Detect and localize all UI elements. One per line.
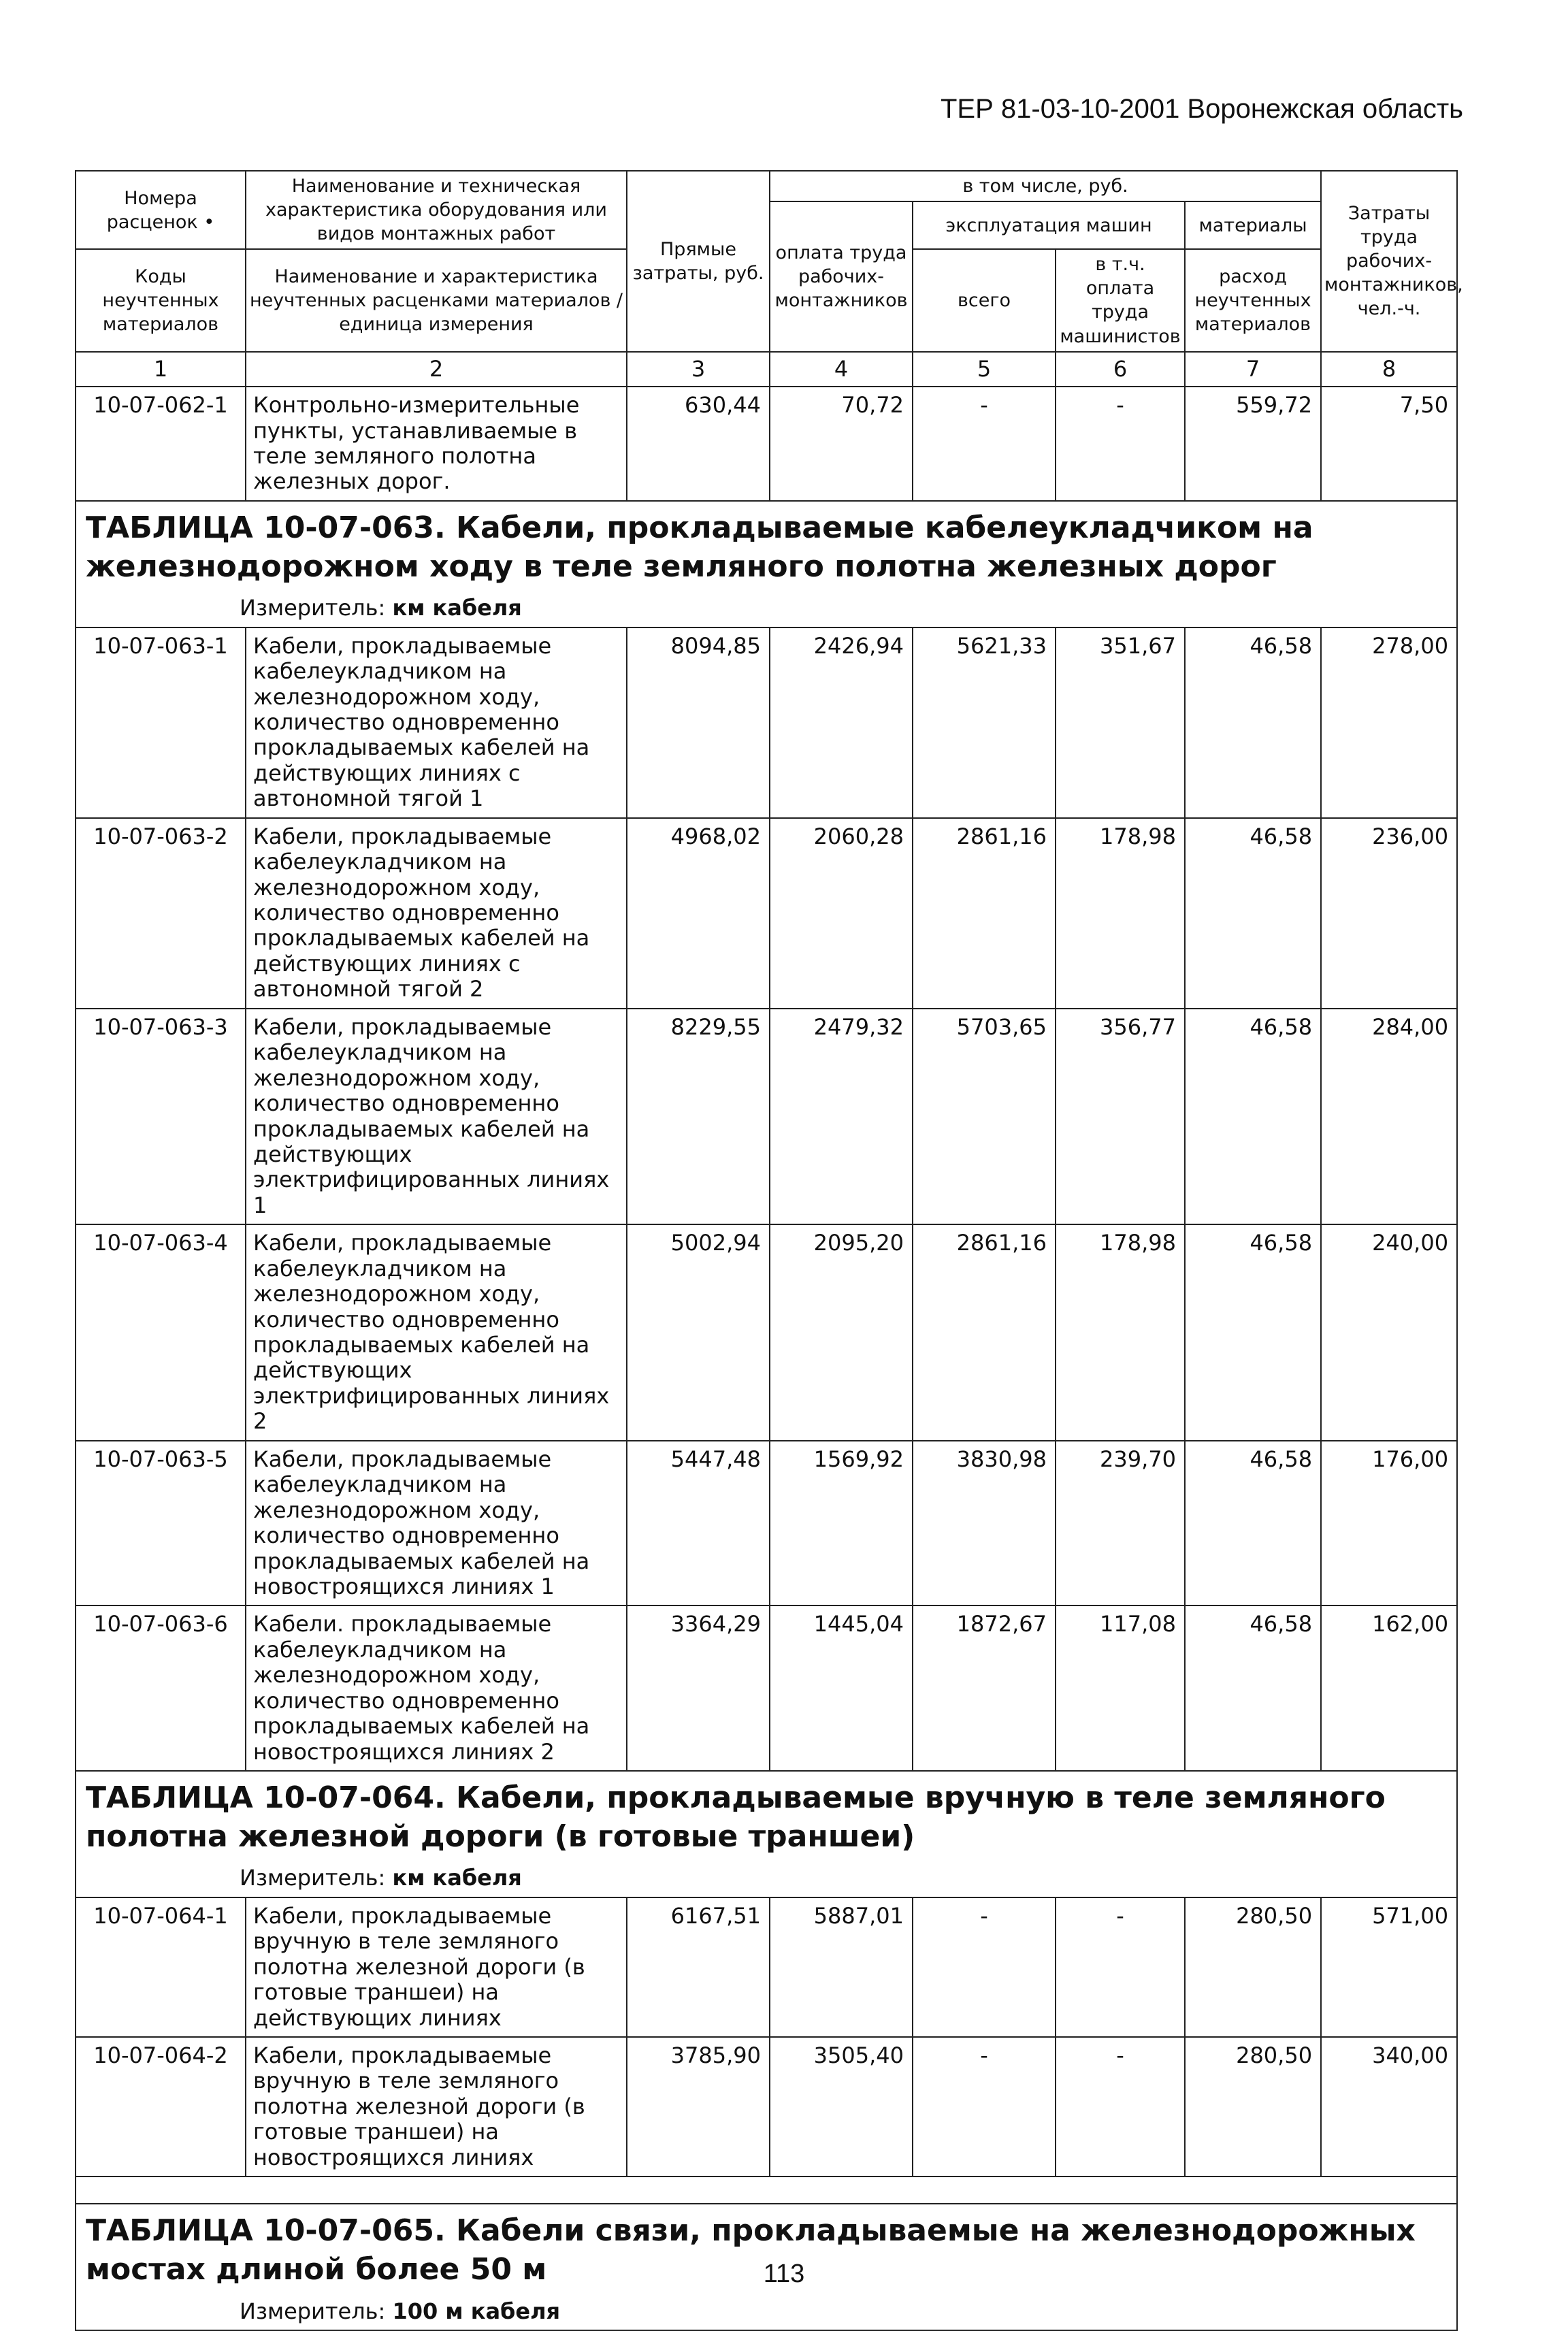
col-header-material-use: расход неучтенных материалов bbox=[1185, 249, 1321, 351]
machines-total: 2861,16 bbox=[913, 1224, 1056, 1441]
page-number: 113 bbox=[763, 2260, 805, 2288]
table-title: ТАБЛИЦА 10-07-063. Кабели, прокладываемые кабелеукладчиком на железнодорожном ходу в теле земляного полотна железных дорог bbox=[76, 501, 1457, 590]
measure-unit: Измеритель: 100 м кабеля bbox=[76, 2294, 1457, 2330]
labor-pay: 70,72 bbox=[770, 387, 913, 501]
direct-costs: 3785,90 bbox=[627, 2037, 770, 2177]
column-numbers-row bbox=[76, 352, 1457, 387]
table-row bbox=[76, 1009, 1457, 1225]
rate-description: Контрольно-измерительные пункты, устанавливаемые в теле земляного полотна железных дорог. bbox=[246, 387, 627, 501]
header-row-1 bbox=[76, 171, 1457, 201]
col-header-machinist-pay: в т.ч. оплата труда машинистов bbox=[1056, 249, 1185, 351]
rate-code: 10-07-063-5 bbox=[76, 1441, 246, 1606]
direct-costs: 5447,48 bbox=[627, 1441, 770, 1606]
col-header-materials: материалы bbox=[1185, 201, 1321, 249]
measure-row bbox=[76, 590, 1457, 627]
rate-description: Кабели, прокладываемые кабелеукладчиком на железнодорожном ходу, количество одновременно прокладываемых кабелей на действующих линиях с автономной тягой 2 bbox=[246, 818, 627, 1009]
materials: 46,58 bbox=[1185, 818, 1321, 1009]
direct-costs: 4968,02 bbox=[627, 818, 770, 1009]
labor-hours: 162,00 bbox=[1321, 1605, 1457, 1771]
rate-code: 10-07-062-1 bbox=[76, 387, 246, 501]
col-header-direct-costs: Прямые затраты, руб. bbox=[627, 171, 770, 352]
table-063-body bbox=[76, 627, 1457, 1771]
table-064-body bbox=[76, 1897, 1457, 2177]
col-header-material-codes: Коды неучтенных материалов bbox=[76, 249, 246, 351]
running-header: ТЕР 81-03-10-2001 Воронежская область bbox=[940, 94, 1463, 124]
table-title: ТАБЛИЦА 10-07-065. Кабели связи, прокладываемые на железнодорожных мостах длиной более 50 м bbox=[76, 2204, 1457, 2293]
table-title-row bbox=[76, 1771, 1457, 1860]
col-header-rate-number: Номера расценок • bbox=[76, 171, 246, 249]
machines-total: 5703,65 bbox=[913, 1009, 1056, 1225]
table-row bbox=[76, 1897, 1457, 2037]
materials: 559,72 bbox=[1185, 387, 1321, 501]
rate-description: Кабели, прокладываемые кабелеукладчиком на железнодорожном ходу, количество одновременно прокладываемых кабелей на действующих электрифицированных линиях 1 bbox=[246, 1009, 627, 1225]
machines-total: - bbox=[913, 2037, 1056, 2177]
labor-hours: 284,00 bbox=[1321, 1009, 1457, 1225]
measure-row bbox=[76, 2294, 1457, 2330]
direct-costs: 5002,94 bbox=[627, 1224, 770, 1441]
column-number: 7 bbox=[1185, 352, 1321, 387]
column-number: 3 bbox=[627, 352, 770, 387]
machinist-pay: - bbox=[1056, 387, 1185, 501]
labor-pay: 2095,20 bbox=[770, 1224, 913, 1441]
labor-pay: 2479,32 bbox=[770, 1009, 913, 1225]
table-title: ТАБЛИЦА 10-07-064. Кабели, прокладываемые вручную в теле земляного полотна железной дороги (в готовые траншеи) bbox=[76, 1771, 1457, 1860]
table-row bbox=[76, 2037, 1457, 2177]
rate-code: 10-07-063-2 bbox=[76, 818, 246, 1009]
materials: 280,50 bbox=[1185, 2037, 1321, 2177]
materials: 280,50 bbox=[1185, 1897, 1321, 2037]
col-header-machines-total: всего bbox=[913, 249, 1056, 351]
direct-costs: 630,44 bbox=[627, 387, 770, 501]
rate-description: Кабели, прокладываемые кабелеукладчиком на железнодорожном ходу, количество одновременно прокладываемых кабелей на действующих электрифицированных линиях 2 bbox=[246, 1224, 627, 1441]
labor-pay: 1569,92 bbox=[770, 1441, 913, 1606]
table-row bbox=[76, 627, 1457, 818]
column-number: 2 bbox=[246, 352, 627, 387]
rate-code: 10-07-063-3 bbox=[76, 1009, 246, 1225]
rate-code: 10-07-063-6 bbox=[76, 1605, 246, 1771]
col-header-name: Наименование и техническая характеристика оборудования или видов монтажных работ bbox=[246, 171, 627, 249]
labor-pay: 1445,04 bbox=[770, 1605, 913, 1771]
table-row bbox=[76, 1441, 1457, 1606]
machines-total: 3830,98 bbox=[913, 1441, 1056, 1606]
measure-unit: Измеритель: км кабеля bbox=[76, 1860, 1457, 1897]
machines-total: - bbox=[913, 387, 1056, 501]
column-number: 4 bbox=[770, 352, 913, 387]
labor-pay: 2426,94 bbox=[770, 627, 913, 818]
labor-hours: 278,00 bbox=[1321, 627, 1457, 818]
table-row bbox=[76, 387, 1457, 501]
rate-description: Кабели, прокладываемые вручную в теле земляного полотна железной дороги (в готовые траншеи) на действующих линиях bbox=[246, 1897, 627, 2037]
column-number: 5 bbox=[913, 352, 1056, 387]
table-row bbox=[76, 1224, 1457, 1441]
machinist-pay: 356,77 bbox=[1056, 1009, 1185, 1225]
table-row bbox=[76, 1605, 1457, 1771]
price-table bbox=[75, 170, 1463, 2331]
machinist-pay: 117,08 bbox=[1056, 1605, 1185, 1771]
rate-description: Кабели, прокладываемые кабелеукладчиком на железнодорожном ходу, количество одновременно прокладываемых кабелей на действующих линиях с автономной тягой 1 bbox=[246, 627, 627, 818]
direct-costs: 8229,55 bbox=[627, 1009, 770, 1225]
measure-unit: Измеритель: км кабеля bbox=[76, 590, 1457, 627]
measure-row bbox=[76, 1860, 1457, 1897]
col-header-labor-costs: Затраты труда рабочих-монтажников, чел.-ч. bbox=[1321, 171, 1457, 352]
rate-code: 10-07-064-2 bbox=[76, 2037, 246, 2177]
machines-total: - bbox=[913, 1897, 1056, 2037]
labor-hours: 340,00 bbox=[1321, 2037, 1457, 2177]
machinist-pay: 239,70 bbox=[1056, 1441, 1185, 1606]
rate-code: 10-07-064-1 bbox=[76, 1897, 246, 2037]
machinist-pay: 178,98 bbox=[1056, 818, 1185, 1009]
labor-pay: 3505,40 bbox=[770, 2037, 913, 2177]
machines-total: 5621,33 bbox=[913, 627, 1056, 818]
machinist-pay: - bbox=[1056, 1897, 1185, 2037]
labor-pay: 5887,01 bbox=[770, 1897, 913, 2037]
col-header-including: в том числе, руб. bbox=[770, 171, 1321, 201]
rate-description: Кабели, прокладываемые вручную в теле земляного полотна железной дороги (в готовые траншеи) на новостроящихся линиях bbox=[246, 2037, 627, 2177]
col-header-machines: эксплуатация машин bbox=[913, 201, 1185, 249]
rate-description: Кабели, прокладываемые кабелеукладчиком на железнодорожном ходу, количество одновременно прокладываемых кабелей на новостроящихся линиях 1 bbox=[246, 1441, 627, 1606]
materials: 46,58 bbox=[1185, 1009, 1321, 1225]
rate-description: Кабели. прокладываемые кабелеукладчиком на железнодорожном ходу, количество одновременно прокладываемых кабелей на новостроящихся линиях 2 bbox=[246, 1605, 627, 1771]
direct-costs: 8094,85 bbox=[627, 627, 770, 818]
col-header-material-name: Наименование и характеристика неучтенных расценками материалов / единица измерения bbox=[246, 249, 627, 351]
labor-hours: 176,00 bbox=[1321, 1441, 1457, 1606]
materials: 46,58 bbox=[1185, 1441, 1321, 1606]
machinist-pay: 351,67 bbox=[1056, 627, 1185, 818]
column-number: 8 bbox=[1321, 352, 1457, 387]
labor-hours: 240,00 bbox=[1321, 1224, 1457, 1441]
materials: 46,58 bbox=[1185, 1605, 1321, 1771]
machinist-pay: - bbox=[1056, 2037, 1185, 2177]
labor-hours: 7,50 bbox=[1321, 387, 1457, 501]
direct-costs: 3364,29 bbox=[627, 1605, 770, 1771]
materials: 46,58 bbox=[1185, 1224, 1321, 1441]
table-row bbox=[76, 818, 1457, 1009]
spacer-row bbox=[76, 2177, 1457, 2204]
rate-code: 10-07-063-1 bbox=[76, 627, 246, 818]
labor-pay: 2060,28 bbox=[770, 818, 913, 1009]
column-number: 6 bbox=[1056, 352, 1185, 387]
labor-hours: 571,00 bbox=[1321, 1897, 1457, 2037]
rate-code: 10-07-063-4 bbox=[76, 1224, 246, 1441]
column-number: 1 bbox=[76, 352, 246, 387]
col-header-labor-pay: оплата труда рабочих-монтажников bbox=[770, 201, 913, 352]
machines-total: 1872,67 bbox=[913, 1605, 1056, 1771]
table-title-row bbox=[76, 501, 1457, 590]
direct-costs: 6167,51 bbox=[627, 1897, 770, 2037]
machines-total: 2861,16 bbox=[913, 818, 1056, 1009]
machinist-pay: 178,98 bbox=[1056, 1224, 1185, 1441]
labor-hours: 236,00 bbox=[1321, 818, 1457, 1009]
materials: 46,58 bbox=[1185, 627, 1321, 818]
